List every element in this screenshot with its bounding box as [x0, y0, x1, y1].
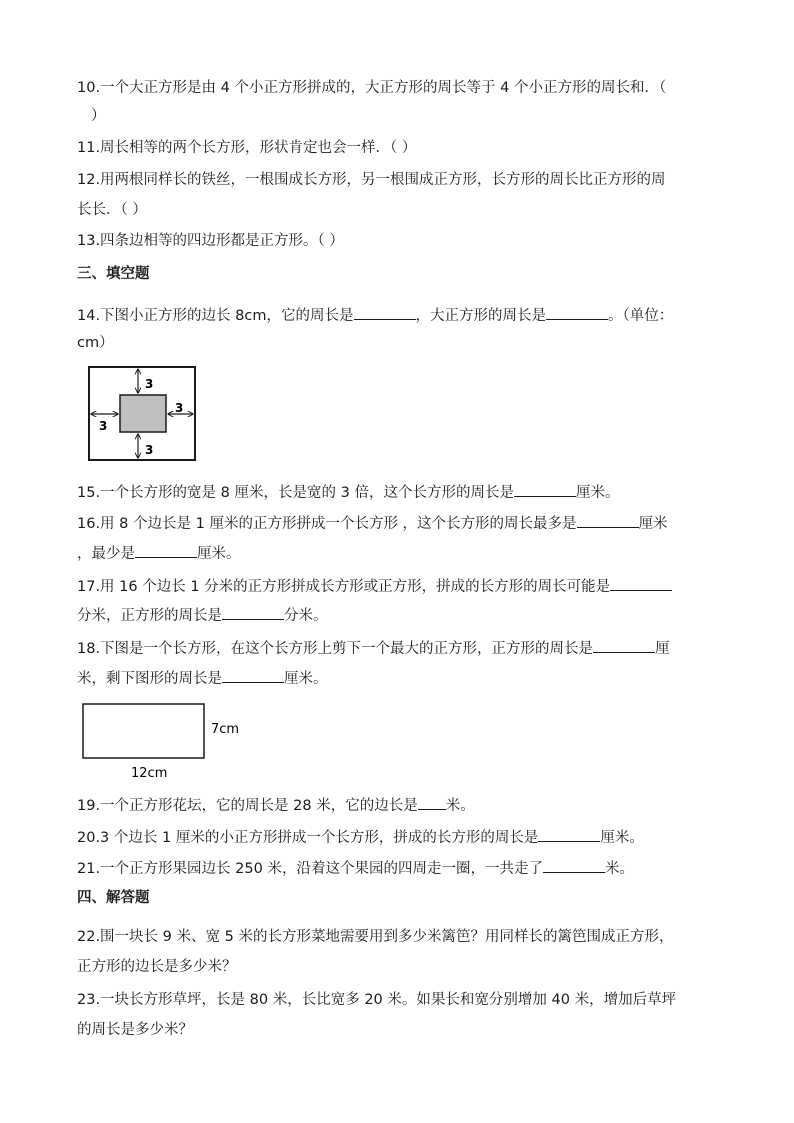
question-20	[77, 825, 644, 848]
question-16-line-1	[77, 511, 668, 534]
question-17-text-b: 分米，正方形的周长是	[77, 608, 222, 624]
gap-label-right: 3	[175, 401, 184, 415]
answer-blank[interactable]	[222, 666, 284, 683]
gap-label-left: 3	[99, 419, 108, 433]
answer-blank[interactable]	[418, 793, 446, 810]
question-22-line-2: 正方形的边长是多少米？	[77, 959, 237, 975]
question-15-text-b: 厘米。	[575, 485, 620, 501]
answer-blank[interactable]	[538, 825, 600, 842]
question-16-text-a: 16.用 8 个边长是 1 厘米的正方形拼成一个长方形 ，这个长方形的周长最多是	[77, 516, 577, 532]
section-heading-fill-in: 三、填空题	[77, 266, 150, 282]
question-20-text-b: 厘米。	[600, 830, 644, 846]
question-12-line-1: 12.用两根同样长的铁丝，一根围成长方形，另一根围成正方形，长方形的周长比正方形的周	[77, 172, 666, 188]
question-14-line-1	[77, 303, 673, 326]
question-17-text-c: 分米。	[284, 608, 328, 624]
question-16-text-c: ，最少是	[77, 546, 135, 562]
question-18-line-1	[77, 636, 670, 659]
question-10-line-2: ）	[91, 108, 106, 124]
question-18-text-c: 米，剩下图形的周长是	[77, 671, 222, 687]
answer-blank[interactable]	[593, 636, 655, 653]
question-19-text-b: 米。	[445, 798, 475, 814]
answer-blank[interactable]	[354, 303, 416, 320]
small-square	[120, 395, 166, 432]
width-label: 12cm	[131, 766, 168, 781]
question-18-text-d: 厘米。	[284, 671, 328, 687]
question-14-line-2: cm）	[77, 335, 114, 351]
question-16-line-2	[77, 541, 241, 564]
gap-label-top: 3	[145, 377, 154, 391]
answer-blank[interactable]	[222, 603, 284, 620]
question-18-text-b: 厘	[655, 641, 670, 657]
answer-blank[interactable]	[135, 541, 197, 558]
question-23-line-2: 的周长是多少米？	[77, 1022, 193, 1038]
question-20-text-a: 20.3 个边长 1 厘米的小正方形拼成一个长方形，拼成的长方形的周长是	[77, 830, 539, 846]
question-15	[77, 480, 619, 503]
question-22-line-1: 22.围一块长 9 米、宽 5 米的长方形菜地需要用到多少米篱笆？用同样长的篱笆围成正方形，	[77, 929, 674, 945]
question-14-text-a: 14.下图小正方形的边长 8cm，它的周长是	[77, 308, 354, 324]
question-17-text-a: 17.用 16 个边长 1 分米的正方形拼成长方形或正方形，拼成的长方形的周长可能是	[77, 579, 611, 595]
question-21	[77, 856, 634, 879]
nested-squares-figure	[88, 366, 198, 462]
answer-blank[interactable]	[514, 480, 576, 497]
question-16-text-d: 厘米。	[197, 546, 241, 562]
question-23-line-1: 23.一块长方形草坪，长是 80 米，长比宽多 20 米。如果长和宽分别增加 40 米，增加后草坪	[77, 992, 677, 1008]
question-19	[77, 793, 475, 816]
answer-blank[interactable]	[577, 511, 639, 528]
question-12-line-2: 长长．（ ）	[77, 202, 147, 218]
question-10-line-1: 10.一个大正方形是由 4 个小正方形拼成的，大正方形的周长等于 4 个小正方形的周长和．（	[77, 80, 667, 96]
question-21-text-b: 米。	[604, 861, 634, 877]
question-14-text-b: ，大正方形的周长是	[415, 308, 546, 324]
question-16-text-b: 厘米	[638, 516, 668, 532]
question-18-line-2	[77, 666, 328, 689]
answer-blank[interactable]	[543, 856, 605, 873]
answer-blank[interactable]	[610, 574, 672, 591]
question-13: 13.四条边相等的四边形都是正方形。（ ）	[77, 233, 344, 249]
question-21-text-a: 21.一个正方形果园边长 250 米，沿着这个果园的四周走一圈，一共走了	[77, 861, 543, 877]
question-19-text-a: 19.一个正方形花坛，它的周长是 28 米，它的边长是	[77, 798, 418, 814]
height-label: 7cm	[211, 722, 240, 737]
question-17-line-2	[77, 603, 328, 626]
question-14-text-c: 。（单位：	[608, 308, 674, 324]
question-18-text-a: 18.下图是一个长方形，在这个长方形上剪下一个最大的正方形，正方形的周长是	[77, 641, 594, 657]
question-17-line-1	[77, 574, 672, 597]
question-11: 11.周长相等的两个长方形，形状肯定也会一样．（ ）	[77, 140, 417, 156]
rectangle-figure	[80, 702, 250, 782]
answer-blank[interactable]	[546, 303, 608, 320]
gap-label-bottom: 3	[145, 443, 154, 457]
section-heading-solve: 四、解答题	[77, 890, 150, 906]
rectangle	[83, 704, 204, 758]
question-15-text-a: 15.一个长方形的宽是 8 厘米，长是宽的 3 倍，这个长方形的周长是	[77, 485, 514, 501]
